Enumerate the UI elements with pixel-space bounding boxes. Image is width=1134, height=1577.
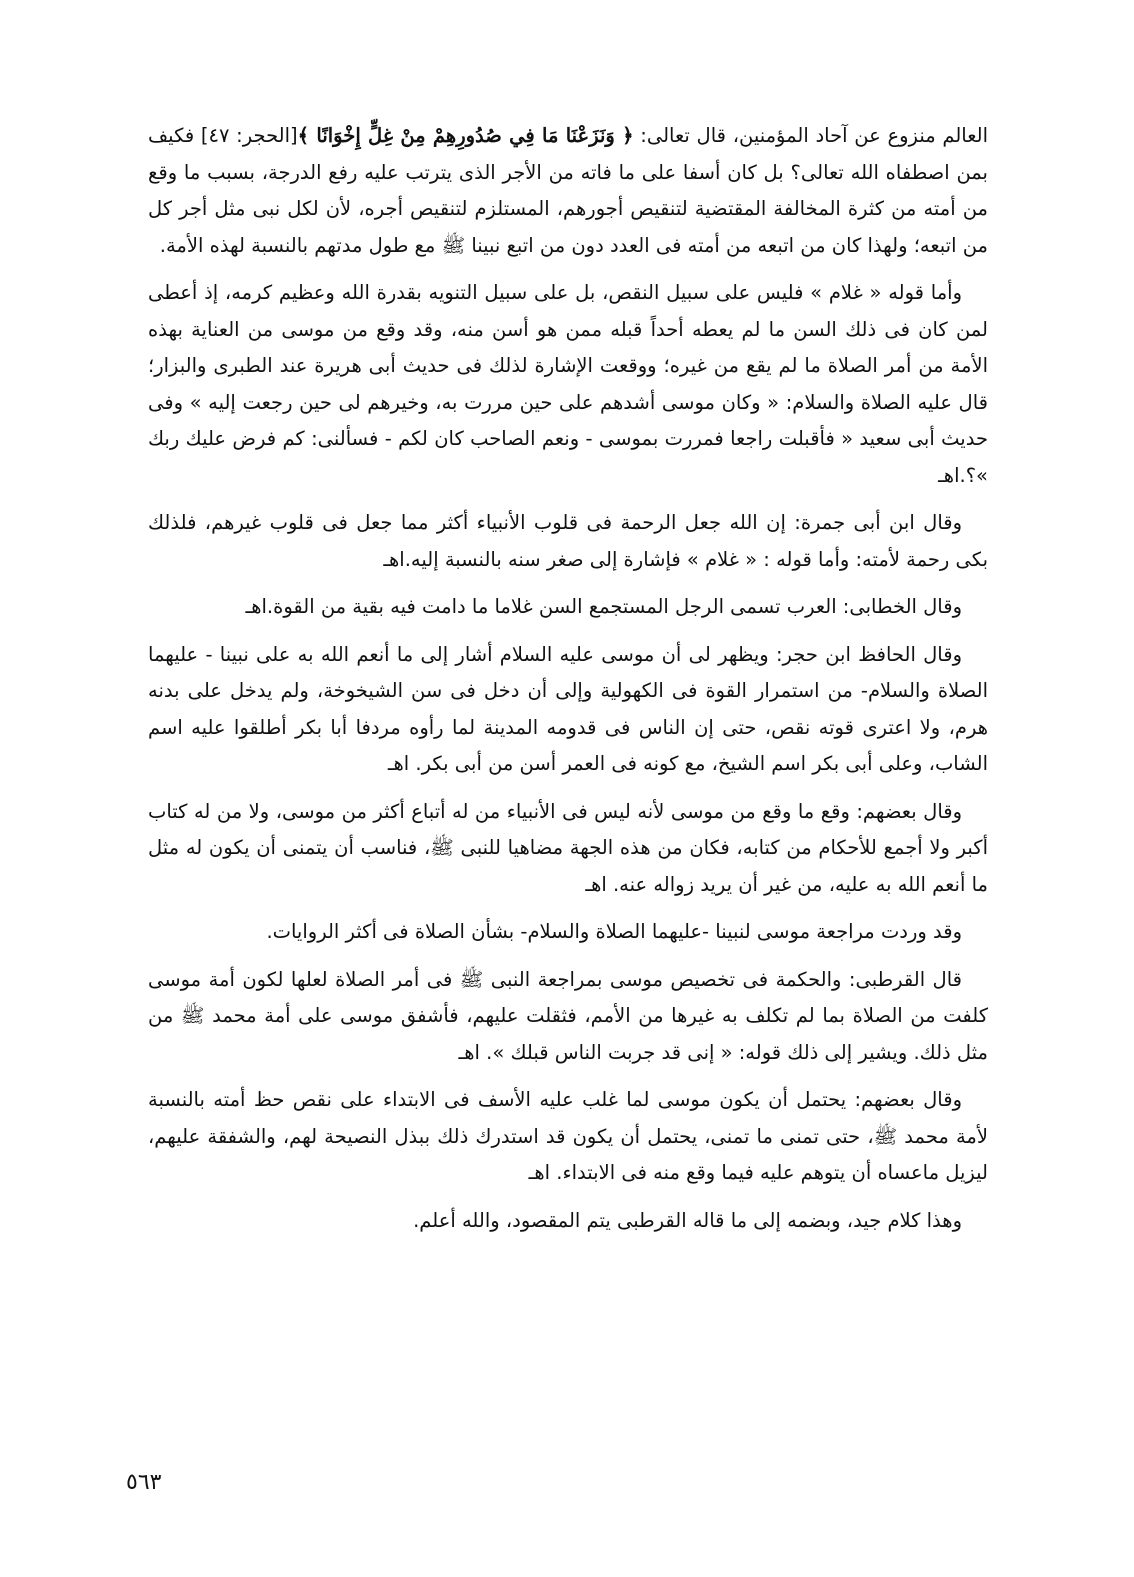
paragraph-some-said-2: وقال بعضهم: يحتمل أن يكون موسى لما غلب عليه الأسف فى الابتداء على نقص حظ أمته بالنسبة لأمة محمد ﷺ، حتى تمنى ما تمنى، يحتمل أن يكون قد استدرك ذلك ببذل النصيحة لهم، والشفقة عليهم، ليزيل ماعساه أن يتوهم عليه فيما وقع منه فى الابتداء. اهـ	[148, 1088, 988, 1184]
paragraph-ghulam: وأما قوله « غلام » فليس على سبيل النقص، بل على سبيل التنويه بقدرة الله وعظيم كرمه، إذ أعطى لمن كان فى ذلك السن ما لم يعطه أحداً قبله ممن هو أسن منه، وقد وقع من موسى من العناية بهذه الأمة من أمر الصلاة ما لم يقع من غيره؛ ووقعت الإشارة لذلك فى حديث أبى هريرة عند الطبرى والبزار؛ قال عليه الصلاة والسلام: « وكان موسى أشدهم على حين مررت به، وخيرهم لى حين رجعت إليه » وفى حديث أبى سعيد « فأقبلت راجعا فمررت بموسى - ونعم الصاحب كان لكم - فسألنى: كم فرض عليك ربك »؟.اهـ	[148, 281, 988, 487]
paragraph-khattabi: وقال الخطابى: العرب تسمى الرجل المستجمع السن غلاما ما دامت فيه بقية من القوة.اهـ	[245, 595, 962, 618]
page-body	[148, 118, 988, 1250]
paragraph-muraja: وقد وردت مراجعة موسى لنبينا -عليهما الصلاة والسلام- بشأن الصلاة فى أكثر الروايات.	[266, 920, 962, 943]
paragraph-1-rest: [الحجر: ٤٧] فكيف بمن اصطفاه الله تعالى؟ بل كان أسفا على ما فاته من الأجر الذى يترتب عليه رفع الدرجة، بسبب ما وقع من أمته من كثرة المخالفة المقتضية لتنقيص أجورهم، المستلزم لتنقيص أجره، لأن لكل نبى مثل أجر كل من اتبعه؛ ولهذا كان من اتبعه من أمته فى العدد دون من اتبع نبينا ﷺ مع طول مدتهم بالنسبة لهذه الأمة.	[148, 124, 988, 257]
paragraph-1	[148, 118, 988, 264]
paragraph-conclusion: وهذا كلام جيد، وبضمه إلى ما قاله القرطبى يتم المقصود، والله أعلم.	[413, 1208, 962, 1232]
quran-verse: ﴿ وَنَزَعْنَا مَا فِي صُدُورِهِمْ مِنْ غِلٍّ إِخْوَانًا ﴾	[297, 124, 634, 147]
paragraph-ibn-abi-jamra: وقال ابن أبى جمرة: إن الله جعل الرحمة فى قلوب الأنبياء أكثر مما جعل فى قلوب غيرهم، فلذلك بكى رحمة لأمته: وأما قوله : « غلام » فإشارة إلى صغر سنه بالنسبة إليه.اهـ	[148, 511, 988, 571]
paragraph-1-lead: العالم منزوع عن آحاد المؤمنين، قال تعالى:	[633, 124, 989, 147]
paragraph-ibn-hajar: وقال الحافظ ابن حجر: ويظهر لى أن موسى عليه السلام أشار إلى ما أنعم الله به على نبينا - عليهما الصلاة والسلام- من استمرار القوة فى الكهولية وإلى أن دخل فى سن الشيخوخة، ولم يدخل على بدنه هرم، ولا اعترى قوته نقص، حتى إن الناس فى قدومه المدينة لما رأوه مردفا أبا بكر أطلقوا عليه اسم الشاب، وعلى أبى بكر اسم الشيخ، مع كونه فى العمر أسن من أبى بكر. اهـ	[148, 642, 988, 775]
paragraph-qurtubi: قال القرطبى: والحكمة فى تخصيص موسى بمراجعة النبى ﷺ فى أمر الصلاة لعلها لكون أمة موسى كلفت من الصلاة بما لم تكلف به غيرها من الأمم، فثقلت عليهم، فأشفق موسى على أمة محمد ﷺ من مثل ذلك. ويشير إلى ذلك قوله: « إنى قد جربت الناس قبلك ». اهـ	[148, 967, 988, 1064]
paragraph-some-said-1: وقال بعضهم: وقع ما وقع من موسى لأنه ليس فى الأنبياء من له أتباع أكثر من موسى، ولا من له كتاب أكبر ولا أجمع للأحكام من كتابه، فكان من هذه الجهة مضاهيا للنبى ﷺ، فناسب أن يتمنى أن يكون له مثل ما أنعم الله به عليه، من غير أن يريد زواله عنه. اهـ	[148, 799, 988, 896]
page-number: ٥٦٣	[126, 1470, 162, 1495]
